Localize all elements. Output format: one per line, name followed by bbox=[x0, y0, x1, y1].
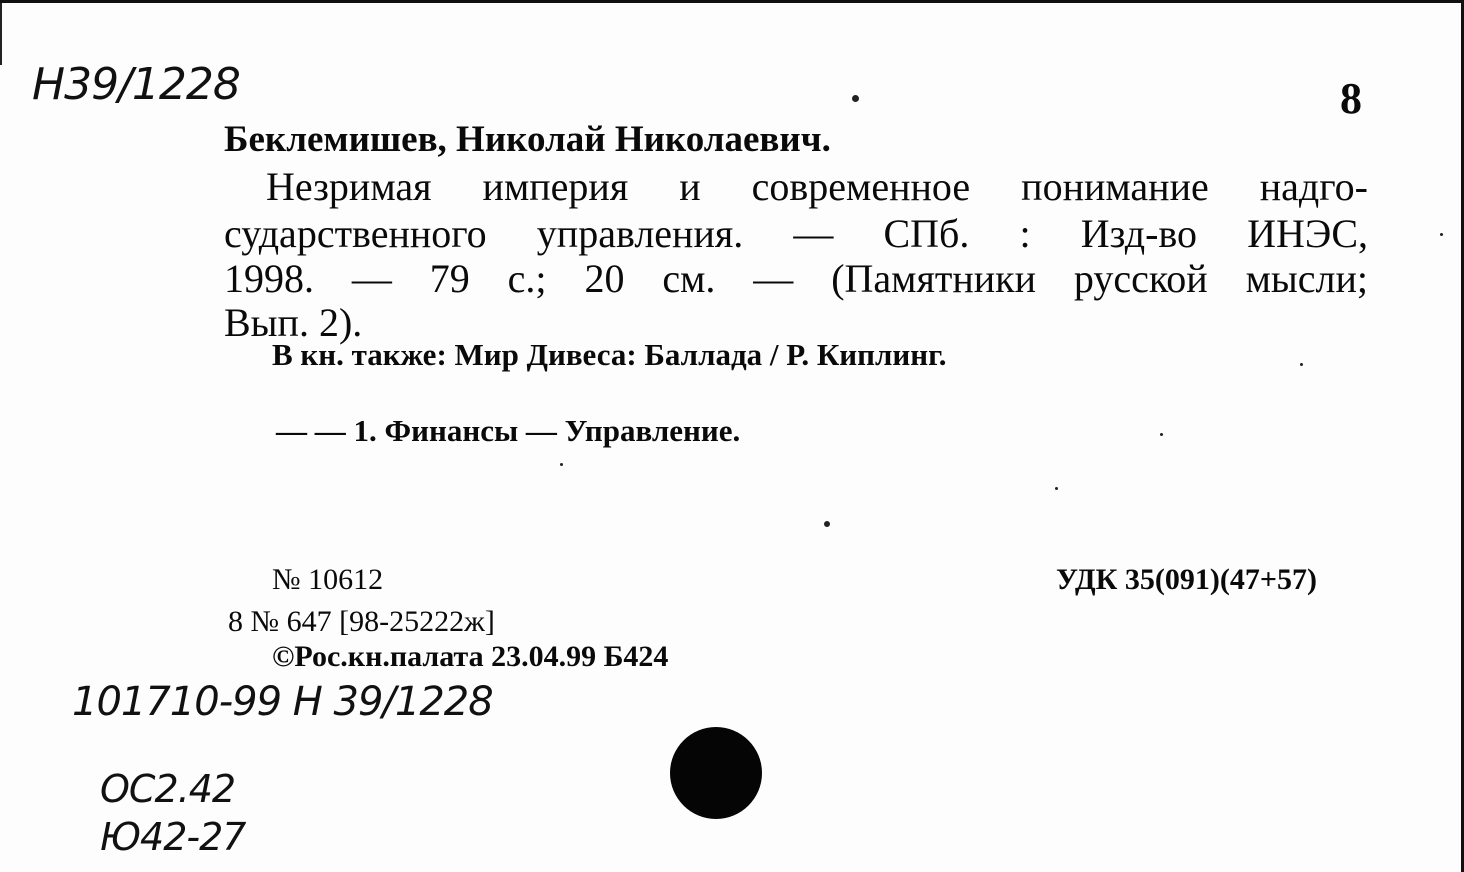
author-heading: Беклемишев, Николай Николаевич. bbox=[224, 119, 831, 160]
copyright-line: ©Рос.кн.палата 23.04.99 Б424 bbox=[272, 640, 669, 673]
scan-speck bbox=[852, 95, 859, 102]
udk-code: УДК 35(091)(47+57) bbox=[1056, 563, 1317, 596]
scan-speck bbox=[560, 463, 563, 466]
scan-speck bbox=[824, 521, 830, 527]
description-line-3: 1998. — 79 с.; 20 см. — (Памятники русской мысли; bbox=[224, 256, 1368, 301]
handwritten-shelfmark: Н39/1228 bbox=[32, 59, 240, 110]
handwritten-registry-number: 101710-99 Н 39/1228 bbox=[72, 679, 493, 725]
handwritten-classification-1: ОС2.42 bbox=[100, 767, 236, 811]
scan-speck bbox=[1055, 487, 1058, 490]
punch-hole bbox=[670, 727, 762, 819]
description-line-4: Вып. 2). bbox=[224, 300, 363, 345]
description-line-1: Незримая империя и современное понимание надго- bbox=[266, 164, 1368, 209]
scan-speck bbox=[1300, 363, 1303, 366]
card-number: 8 bbox=[1340, 74, 1362, 123]
subject-heading: — — 1. Финансы — Управление. bbox=[276, 413, 741, 448]
scan-speck bbox=[1440, 233, 1443, 236]
handwritten-classification-2: Ю42-27 bbox=[100, 815, 246, 859]
registration-number: № 10612 bbox=[272, 563, 384, 596]
author-divider-mark bbox=[0, 3, 2, 65]
series-line: 8 № 647 [98-25222ж] bbox=[228, 605, 495, 638]
description-line-2: сударственного управления. — СПб. : Изд-во ИНЭС, bbox=[224, 211, 1368, 256]
contents-note: В кн. также: Мир Дивеса: Баллада / Р. Киплинг. bbox=[272, 337, 947, 372]
scan-speck bbox=[1160, 433, 1163, 436]
